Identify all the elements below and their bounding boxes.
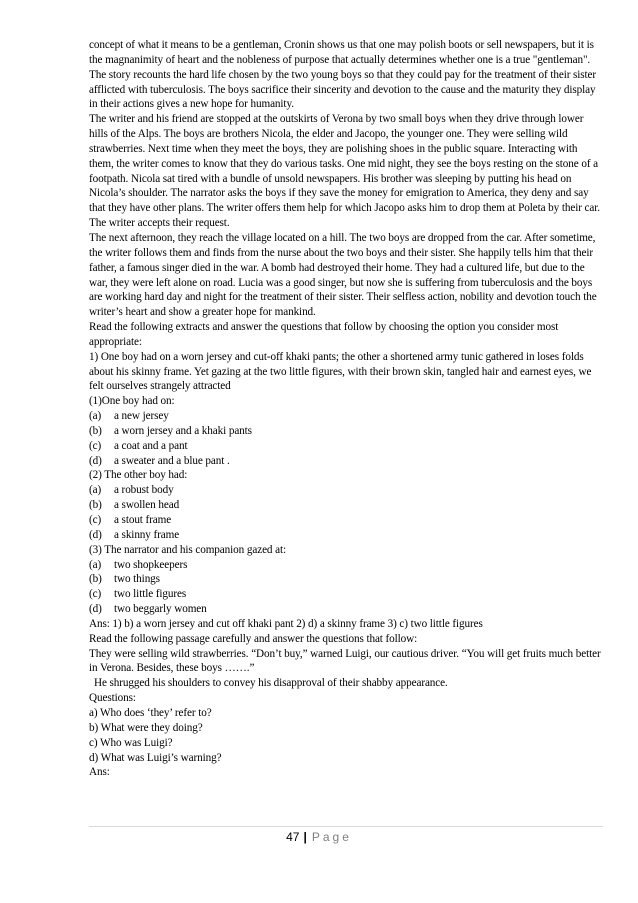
option-label: (b) <box>89 424 102 437</box>
option-label: (b) <box>89 573 102 586</box>
option-text: two things <box>114 573 160 586</box>
option-label: (c) <box>89 588 102 601</box>
question-b: b) What were they doing? <box>89 721 203 734</box>
question-c: c) Who was Luigi? <box>89 736 173 749</box>
mcq-1-option-a <box>89 409 603 424</box>
paragraph-intro: concept of what it means to be a gentleman, Cronin shows us that one may polish boots or sell newspapers, but it is the magnanimity of heart and the nobleness of purpose that actually determines whether one is a true "gentleman". <box>89 39 594 66</box>
option-text: two beggarly women <box>114 603 207 616</box>
option-label: (d) <box>89 454 102 467</box>
mcq-1-option-b <box>89 424 603 439</box>
option-text: a worn jersey and a khaki pants <box>114 424 252 437</box>
page-number: 47 <box>286 830 300 844</box>
passage-text-continued: He shrugged his shoulders to convey his disapproval of their shabby appearance. <box>94 677 448 690</box>
instruction-extracts: Read the following extracts and answer the questions that follow by choosing the option you consider most appropriate: <box>89 321 559 348</box>
option-label: (b) <box>89 499 102 512</box>
page-word: Page <box>311 830 352 844</box>
page-footer <box>0 829 638 845</box>
option-text: a coat and a pant <box>114 439 188 452</box>
option-text: a stout frame <box>114 514 172 526</box>
mcq-question-3: (3) The narrator and his companion gazed at: <box>89 543 287 556</box>
mcq-2-option-a <box>89 483 603 498</box>
mcq-2-option-d <box>89 528 603 543</box>
mcq-1-option-d <box>89 454 603 469</box>
option-text: a new jersey <box>114 410 169 423</box>
mcq-question-2: (2) The other boy had: <box>89 469 188 482</box>
question-a: a) Who does ‘they’ refer to? <box>89 706 212 719</box>
paragraph-story-summary: The story recounts the hard life chosen by the two young boys so that they could pay for the treatment of their sister afflicted with tuberculosis. The boys sacrifice their sincerity and devotion to the cause and the maturity they display in their actions gives a new hope for humanity. <box>89 68 597 111</box>
option-label: (a) <box>89 558 102 571</box>
mcq-3-option-b <box>89 572 603 587</box>
option-text: two little figures <box>114 588 187 601</box>
option-label: (d) <box>89 603 102 616</box>
passage-text: They were selling wild strawberries. “Don’t buy,” warned Luigi, our cautious driver. “You will get fruits much better in Verona. Besides, these boys …….” <box>89 647 601 675</box>
mcq-answers: Ans: 1) b) a worn jersey and cut off khaki pant 2) d) a skinny frame 3) c) two little figures <box>89 617 483 630</box>
paragraph-plot-part2: The next afternoon, they reach the village located on a hill. The two boys are dropped from the car. After sometime, the writer follows them and finds from the nurse about the two boys and their sister. She happily tells him that their father, a famous singer died in the war. A bomb had destroyed their home. They had a cultured life, but due to the war, they were left alone on road. Lucia was a good singer, but now she is suffering from tuberculosis and the boys are working hard day and night for the treatment of their sister. Their selfless action, nobility and devotion touch the writer’s heart and show a greater hope for mankind. <box>89 231 597 319</box>
option-text: a swollen head <box>114 499 180 512</box>
option-text: a robust body <box>114 484 174 497</box>
option-text: two shopkeepers <box>114 558 188 571</box>
mcq-2-option-c <box>89 513 603 528</box>
option-label: (a) <box>89 484 102 497</box>
mcq-3-option-a <box>89 558 603 573</box>
mcq-question-1: (1)One boy had on: <box>89 395 175 408</box>
mcq-3-option-c <box>89 587 603 602</box>
mcq-1-option-c <box>89 439 603 454</box>
option-label: (a) <box>89 410 102 423</box>
page-content <box>89 38 603 780</box>
instruction-passage: Read the following passage carefully and answer the questions that follow: <box>89 632 418 645</box>
option-text: a skinny frame <box>114 528 180 541</box>
option-label: (d) <box>89 528 102 541</box>
paragraph-plot-part1: The writer and his friend are stopped at the outskirts of Verona by two small boys when they drive through lower hills of the Alps. The boys are brothers Nicola, the elder and Jacopo, the younger one. They were selling wild strawberries. Next time when they meet the boys, they are polishing shoes in the public square. Interacting with them, the writer comes to know that they do various tasks. One mid night, they see the boys resting on the stone of a footpath. Nicola sat tired with a bundle of unsold newspapers. His brother was sleeping by putting his head on Nicola’s shoulder. The narrator asks the boys if they save the money for emigration to America, they deny and say that they have other plans. The writer offers them help for which Jacopo asks him to drop them at Poleta by their car. The writer accepts their request. <box>89 113 600 230</box>
answer-label: Ans: <box>89 766 110 779</box>
mcq-3-option-d <box>89 602 603 617</box>
footer-divider <box>89 826 603 827</box>
option-label: (c) <box>89 514 102 526</box>
questions-heading: Questions: <box>89 692 136 705</box>
option-text: a sweater and a blue pant . <box>114 454 230 467</box>
option-label: (c) <box>89 439 102 452</box>
question-d: d) What was Luigi’s warning? <box>89 751 222 764</box>
mcq-2-option-b <box>89 498 603 513</box>
extract-1: 1) One boy had on a worn jersey and cut-off khaki pants; the other a shortened army tunic gathered in loses folds about his skinny frame. Yet gazing at the two little figures, with their brown skin, tangled hair and earnest eyes, we felt ourselves strangely attracted <box>89 350 592 393</box>
footer-separator: | <box>303 830 307 844</box>
